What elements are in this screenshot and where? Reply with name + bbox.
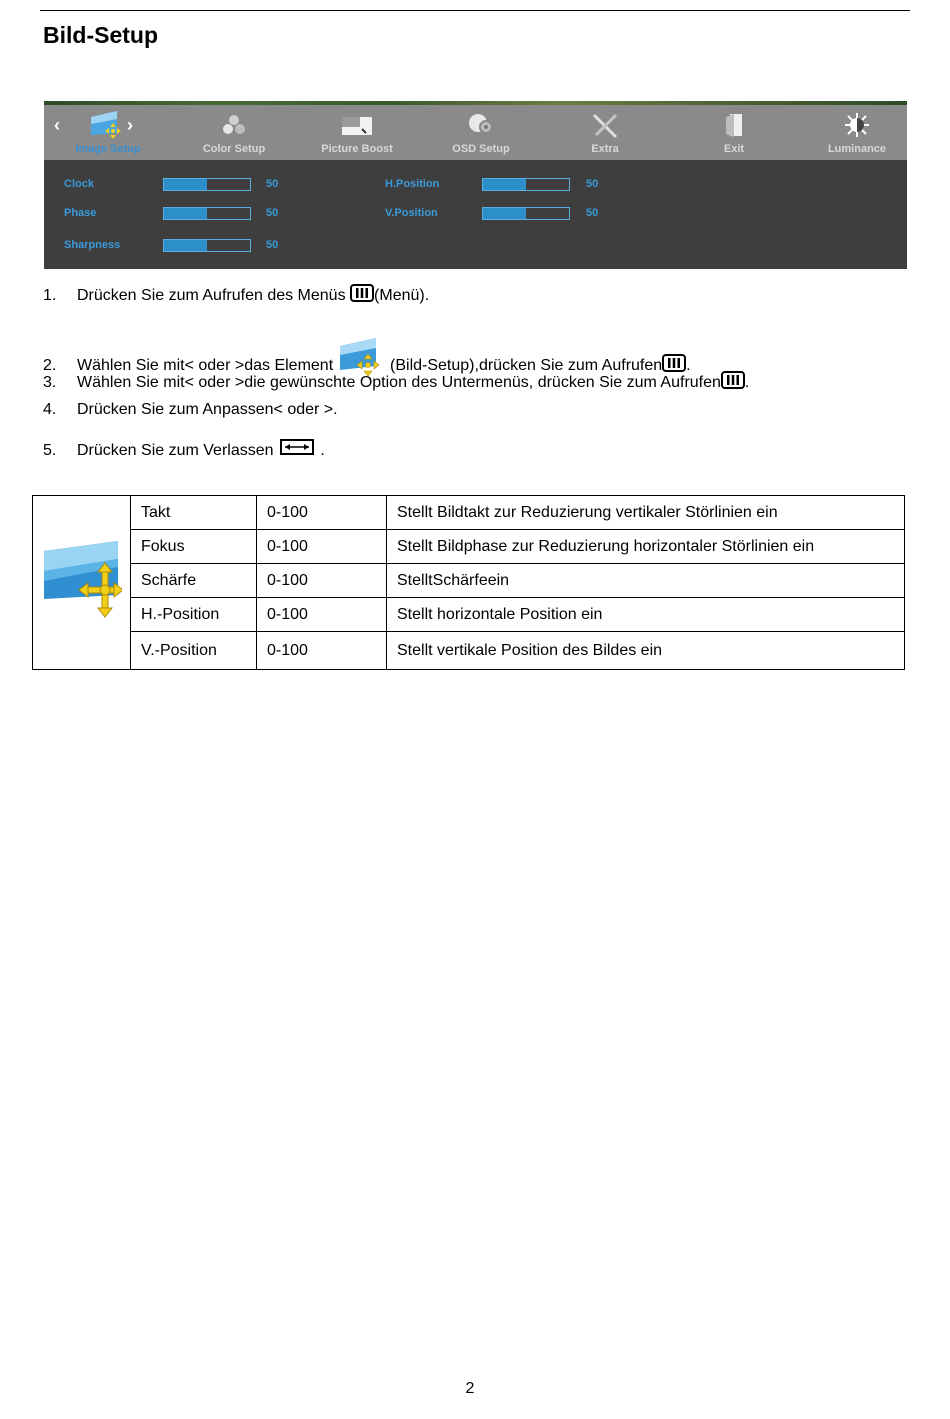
step-number: 5. — [43, 442, 57, 459]
osd-tab-extra — [555, 105, 655, 160]
setting-slider — [482, 207, 570, 220]
param-name: Fokus — [131, 530, 257, 564]
setting-value: 50 — [586, 178, 599, 190]
param-name: V.-Position — [131, 632, 257, 670]
step-text: Drücken Sie zum Anpassen< oder >. — [77, 401, 338, 418]
osd-tab-label: Picture Boost — [321, 143, 393, 155]
step-1 — [43, 284, 429, 307]
step-3 — [43, 371, 749, 394]
osd-tab-label: Extra — [591, 143, 619, 155]
chevron-right-icon: › — [127, 115, 133, 135]
table-row — [33, 496, 905, 530]
step-text: (Bild-Setup),drücken Sie zum Aufrufen — [385, 357, 663, 374]
setting-value: 50 — [586, 207, 599, 219]
setting-label: Sharpness — [64, 239, 121, 251]
table-icon-cell — [33, 496, 131, 670]
top-rule — [40, 10, 910, 11]
step-number: 2. — [43, 357, 57, 374]
step-text: . — [744, 374, 750, 391]
image-setup-icon — [89, 111, 127, 144]
setting-value: 50 — [266, 178, 279, 190]
osd-tab-osd-setup — [431, 105, 531, 160]
osd-tab-image-setup — [58, 105, 158, 160]
osd-tab-label: Exit — [723, 143, 745, 155]
table-row — [33, 530, 905, 564]
settings-table — [32, 495, 905, 670]
table-row — [33, 632, 905, 670]
luminance-icon — [842, 111, 872, 144]
exit-icon — [720, 111, 748, 144]
osd-screenshot — [44, 101, 907, 269]
osd-tab-luminance — [807, 105, 907, 160]
picture-boost-icon — [340, 111, 374, 142]
param-description: Stellt Bildtakt zur Reduzierung vertikaler Störlinien ein — [387, 496, 905, 530]
color-setup-icon — [220, 111, 248, 142]
step-text: Wählen Sie mit< oder >das Element — [77, 357, 338, 374]
step-text: Drücken Sie zum Verlassen — [77, 442, 278, 459]
param-name: H.-Position — [131, 598, 257, 632]
osd-settings-panel — [44, 160, 907, 269]
param-range: 0-100 — [257, 564, 387, 598]
page-number: 2 — [465, 1380, 475, 1397]
menu-button-icon — [721, 371, 745, 394]
step-text: Wählen Sie mit< oder >die gewünschte Option des Untermenüs, drücken Sie zum Aufrufen — [77, 374, 721, 391]
step-number: 1. — [43, 287, 57, 304]
osd-tab-label: Luminance — [827, 143, 887, 155]
setting-label: Clock — [64, 178, 94, 190]
setting-label: H.Position — [385, 178, 440, 190]
step-text: . — [315, 442, 325, 459]
setting-label: Phase — [64, 207, 97, 219]
param-description: StelltSchärfeein — [387, 564, 905, 598]
step-number: 4. — [43, 401, 57, 418]
param-description: Stellt Bildphase zur Reduzierung horizontaler Störlinien ein — [387, 530, 905, 564]
menu-button-icon — [350, 284, 374, 307]
step-text: . — [686, 357, 691, 374]
osd-setup-icon — [464, 111, 498, 144]
osd-tab-picture-boost — [307, 105, 407, 160]
setting-value: 50 — [266, 207, 279, 219]
osd-tab-label: Image Setup — [75, 143, 141, 155]
exit-button-icon — [278, 437, 316, 462]
osd-tab-label: OSD Setup — [452, 143, 510, 155]
step-5 — [43, 437, 325, 462]
osd-tab-exit — [684, 105, 784, 160]
param-range: 0-100 — [257, 496, 387, 530]
step-4 — [43, 401, 338, 419]
table-row — [33, 564, 905, 598]
image-setup-icon — [42, 606, 122, 623]
setting-slider — [163, 239, 251, 252]
param-description: Stellt horizontale Position ein — [387, 598, 905, 632]
param-range: 0-100 — [257, 598, 387, 632]
param-name: Schärfe — [131, 564, 257, 598]
table-row — [33, 598, 905, 632]
step-number: 3. — [43, 374, 57, 391]
param-range: 0-100 — [257, 530, 387, 564]
setting-value: 50 — [266, 239, 279, 251]
chevron-left-icon: ‹ — [54, 115, 60, 135]
osd-tab-color-setup — [184, 105, 284, 160]
step-text: Drücken Sie zum Aufrufen des Menüs — [77, 287, 351, 304]
page-title: Bild-Setup — [43, 22, 158, 48]
param-range: 0-100 — [257, 632, 387, 670]
setting-slider — [163, 178, 251, 191]
step-text: (Menü). — [374, 287, 430, 304]
osd-tab-label: Color Setup — [202, 143, 266, 155]
setting-label: V.Position — [385, 207, 438, 219]
extra-icon — [590, 111, 620, 144]
setting-slider — [163, 207, 251, 220]
osd-tab-bar — [44, 105, 907, 160]
param-description: Stellt vertikale Position des Bildes ein — [387, 632, 905, 670]
setting-slider — [482, 178, 570, 191]
param-name: Takt — [131, 496, 257, 530]
